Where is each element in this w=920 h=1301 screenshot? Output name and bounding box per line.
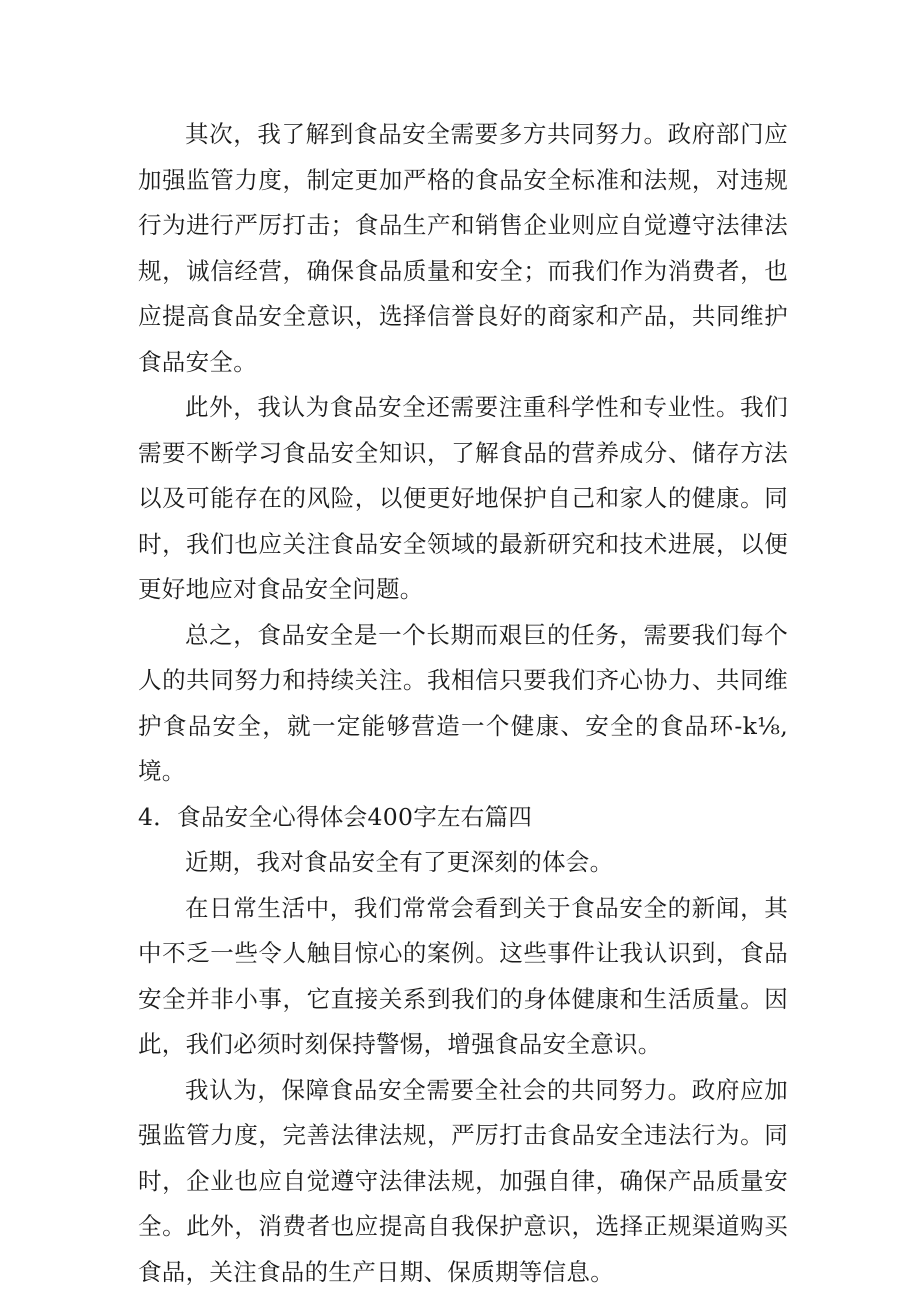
section-heading: 4．食品安全心得体会400字左右篇四 xyxy=(138,802,533,831)
document-page xyxy=(138,112,788,1295)
paragraph-recent: 近期，我对食品安全有了更深刻的体会。 xyxy=(185,848,614,876)
paragraph-science: 此外，我认为食品安全还需要注重科学性和专业性。我们需要不断学习食品安全知识，了解食品的营养成分、储存方法以及可能存在的风险，以便更好地保护自己和家人的健康。同时，我们也应关注食品安全领域的最新研究和技术进展，以便更好地应对食品安全问题。 xyxy=(138,393,788,603)
paragraph-society-effort: 我认为，保障食品安全需要全社会的共同努力。政府应加强监管力度，完善法律法规，严厉打击食品安全违法行为。同时，企业也应自觉遵守法律法规，加强自律，确保产品质量安全。此外，消费者也应提高自我保护意识，选择正规渠道购买食品，关注食品的生产日期、保质期等信息。 xyxy=(138,1075,788,1286)
paragraph-conclusion: 总之，食品安全是一个长期而艰巨的任务，需要我们每个人的共同努力和持续关注。我相信只要我们齐心协力、共同维护食品安全，就一定能够营造一个健康、安全的食品环-k⅛,境。 xyxy=(138,620,788,785)
paragraph-cooperation: 其次，我了解到食品安全需要多方共同努力。政府部门应加强监管力度，制定更加严格的食品安全标准和法规，对违规行为进行严厉打击；食品生产和销售企业则应自觉遵守法律法规，诚信经营，确保食品质量和安全；而我们作为消费者，也应提高食品安全意识，选择信誉良好的商家和产品，共同维护食品安全。 xyxy=(138,120,788,376)
paragraph-daily-life: 在日常生活中，我们常常会看到关于食品安全的新闻，其中不乏一些令人触目惊心的案例。这些事件让我认识到，食品安全并非小事，它直接关系到我们的身体健康和生活质量。因此，我们必须时刻保持警惕，增强食品安全意识。 xyxy=(138,893,788,1058)
